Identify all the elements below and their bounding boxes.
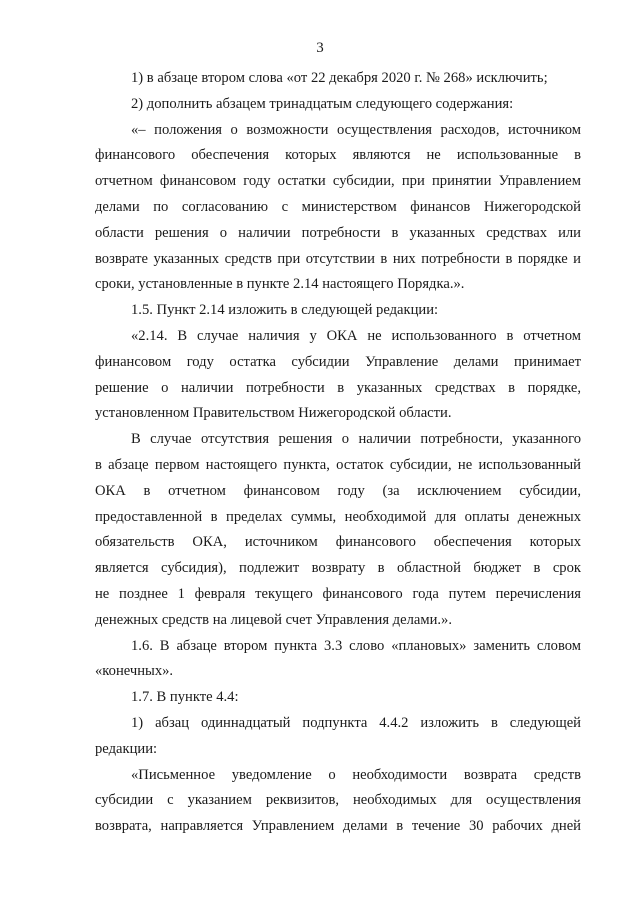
paragraph-line: сроки, установленные в пункте 2.14 настоящего Порядка.». bbox=[95, 276, 465, 293]
paragraph-line: денежных средств на лицевой счет Управления делами.». bbox=[95, 611, 452, 628]
page-number: 3 bbox=[316, 40, 324, 56]
paragraph-line: установленном Правительством Нижегородской области. bbox=[95, 405, 452, 422]
paragraph-6 bbox=[95, 427, 581, 633]
paragraph-9 bbox=[95, 711, 581, 763]
paragraph-8 bbox=[95, 685, 581, 711]
paragraph-line: предоставленной в пределах суммы, необходимой для оплаты денежных bbox=[95, 508, 581, 525]
paragraph-line: 2) дополнить абзацем тринадцатым следующего содержания: bbox=[131, 95, 514, 112]
paragraph-4 bbox=[95, 298, 581, 324]
paragraph-line: 1) абзац одиннадцатый подпункта 4.4.2 изложить в следующей bbox=[131, 714, 581, 731]
paragraph-line: делами по согласованию с министерством финансов Нижегородской bbox=[95, 198, 581, 215]
paragraph-line: является субсидия), подлежит возврату в областной бюджет в срок bbox=[95, 560, 581, 577]
paragraph-line: 1) в абзаце втором слова «от 22 декабря 2020 г. № 268» исключить; bbox=[131, 70, 548, 86]
paragraph-line: редакции: bbox=[95, 740, 158, 757]
paragraph-line: 1.7. В пункте 4.4: bbox=[131, 689, 239, 706]
paragraph-line: «2.14. В случае наличия у ОКА не использованного в отчетном bbox=[131, 327, 581, 344]
paragraph-line: субсидии с указанием реквизитов, необходимых для осуществления bbox=[95, 792, 581, 809]
paragraph-line: «конечных». bbox=[95, 663, 174, 680]
paragraph-7 bbox=[95, 634, 581, 686]
paragraph-line: не позднее 1 февраля текущего финансового года путем перечисления bbox=[95, 585, 581, 602]
paragraph-3 bbox=[95, 118, 581, 299]
paragraph-line: решение о наличии потребности в указанных средствах в порядке, bbox=[95, 379, 581, 396]
paragraph-line: «Письменное уведомление о необходимости возврата средств bbox=[131, 766, 581, 783]
paragraph-line: области решения о наличии потребности в указанных средствах или bbox=[95, 224, 581, 241]
paragraph-line: возврата, направляется Управлением делами в течение 30 рабочих дней bbox=[95, 818, 581, 835]
paragraph-line: обязательств ОКА, источником финансового обеспечения которых bbox=[95, 534, 581, 551]
paragraph-line: финансовом году остатка субсидии Управление делами принимает bbox=[95, 353, 581, 370]
document-body bbox=[95, 66, 581, 840]
paragraph-line: ОКА в отчетном финансовом году (за исключением субсидии, bbox=[95, 482, 581, 499]
paragraph-line: 1.5. Пункт 2.14 изложить в следующей редакции: bbox=[131, 302, 439, 319]
paragraph-10 bbox=[95, 763, 581, 840]
paragraph-line: 1.6. В абзаце втором пункта 3.3 слово «плановых» заменить словом bbox=[131, 637, 581, 654]
paragraph-line: в абзаце первом настоящего пункта, остаток субсидии, не использованный bbox=[95, 456, 581, 473]
paragraph-line: финансового обеспечения которых являются не использованные в bbox=[95, 147, 581, 164]
paragraph-1 bbox=[95, 66, 581, 92]
paragraph-line: «– положения о возможности осуществления расходов, источником bbox=[131, 121, 581, 138]
paragraph-line: отчетном финансовом году остатки субсидии, при принятии Управлением bbox=[95, 173, 581, 190]
paragraph-5 bbox=[95, 324, 581, 427]
paragraph-line: возврате указанных средств при отсутствии в них потребности в порядке и bbox=[95, 250, 581, 267]
paragraph-line: В случае отсутствия решения о наличии потребности, указанного bbox=[131, 431, 581, 448]
paragraph-2 bbox=[95, 92, 581, 118]
